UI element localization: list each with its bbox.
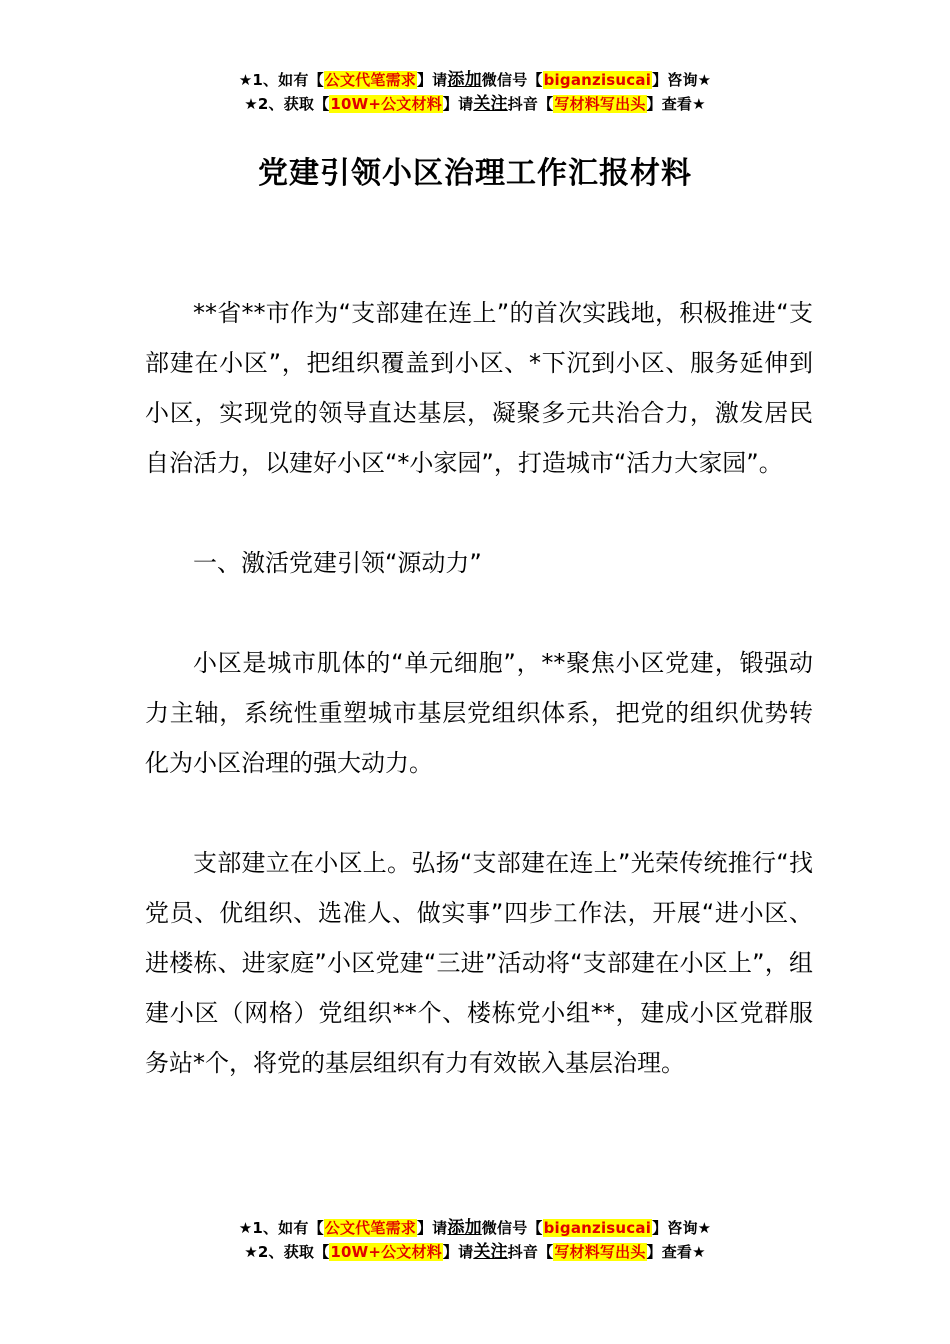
banner-line-1 xyxy=(0,1216,950,1240)
banner-underlined: 添加 xyxy=(447,1218,482,1238)
banner-line-2 xyxy=(0,1240,950,1264)
banner-wechat-id: biganzisucai xyxy=(543,71,652,89)
banner-text: 】请 xyxy=(442,95,474,113)
banner-wechat-id: biganzisucai xyxy=(543,1219,652,1237)
banner-douyin-id: 写材料写出头 xyxy=(554,95,646,113)
paragraph-intro: **省**市作为“支部建在连上”的首次实践地，积极推进“支部建在小区”，把组织覆盖到小区、*下沉到小区、服务延伸到小区，实现党的领导直达基层，凝聚多元共治合力，激发居民自治活力，以建好小区“*小家园”，打造城市“活力大家园”。 xyxy=(145,299,813,477)
banner-text: 】查看★ xyxy=(646,95,706,113)
banner-text: ★2、获取【 xyxy=(244,95,330,113)
banner-text: ★2、获取【 xyxy=(244,1243,330,1261)
banner-douyin-id: 写材料写出头 xyxy=(554,1243,646,1261)
banner-text: 】请 xyxy=(416,1219,448,1237)
footer-banner xyxy=(0,1216,950,1264)
header-banner xyxy=(0,68,950,116)
banner-text: 抖音【 xyxy=(507,95,554,113)
banner-text: 】查看★ xyxy=(646,1243,706,1261)
banner-text: 微信号【 xyxy=(481,1219,543,1237)
paragraph-section-intro: 小区是城市肌体的“单元细胞”，**聚焦小区党建，锻强动力主轴，系统性重塑城市基层党组织体系，把党的组织优势转化为小区治理的强大动力。 xyxy=(145,649,813,777)
document-body xyxy=(145,288,813,1138)
banner-text: 】请 xyxy=(416,71,448,89)
banner-underlined: 关注 xyxy=(473,94,508,114)
paragraph-branch: 支部建立在小区上。弘扬“支部建在连上”光荣传统推行“找党员、优组织、选准人、做实事”四步工作法，开展“进小区、进楼栋、进家庭”小区党建“三进”活动将“支部建在小区上”，组建小区（网格）党组织**个、楼栋党小组**，建成小区党群服务站*个，将党的基层组织有力有效嵌入基层治理。 xyxy=(145,849,813,1077)
banner-highlight: 公文代笔需求 xyxy=(324,1219,416,1237)
section-heading: 一、激活党建引领“源动力” xyxy=(193,549,482,577)
banner-text: 】咨询★ xyxy=(652,1219,712,1237)
banner-line-2 xyxy=(0,92,950,116)
banner-highlight: 10W+公文材料 xyxy=(330,95,442,113)
document-title: 党建引领小区治理工作汇报材料 xyxy=(258,156,692,191)
banner-text: 】请 xyxy=(442,1243,474,1261)
banner-highlight: 公文代笔需求 xyxy=(324,71,416,89)
banner-underlined: 关注 xyxy=(473,1242,508,1262)
banner-text: 微信号【 xyxy=(481,71,543,89)
banner-underlined: 添加 xyxy=(447,70,482,90)
banner-line-1 xyxy=(0,68,950,92)
banner-text: ★1、如有【 xyxy=(238,1219,324,1237)
banner-text: 抖音【 xyxy=(507,1243,554,1261)
banner-text: 】咨询★ xyxy=(652,71,712,89)
banner-highlight: 10W+公文材料 xyxy=(330,1243,442,1261)
banner-text: ★1、如有【 xyxy=(238,71,324,89)
